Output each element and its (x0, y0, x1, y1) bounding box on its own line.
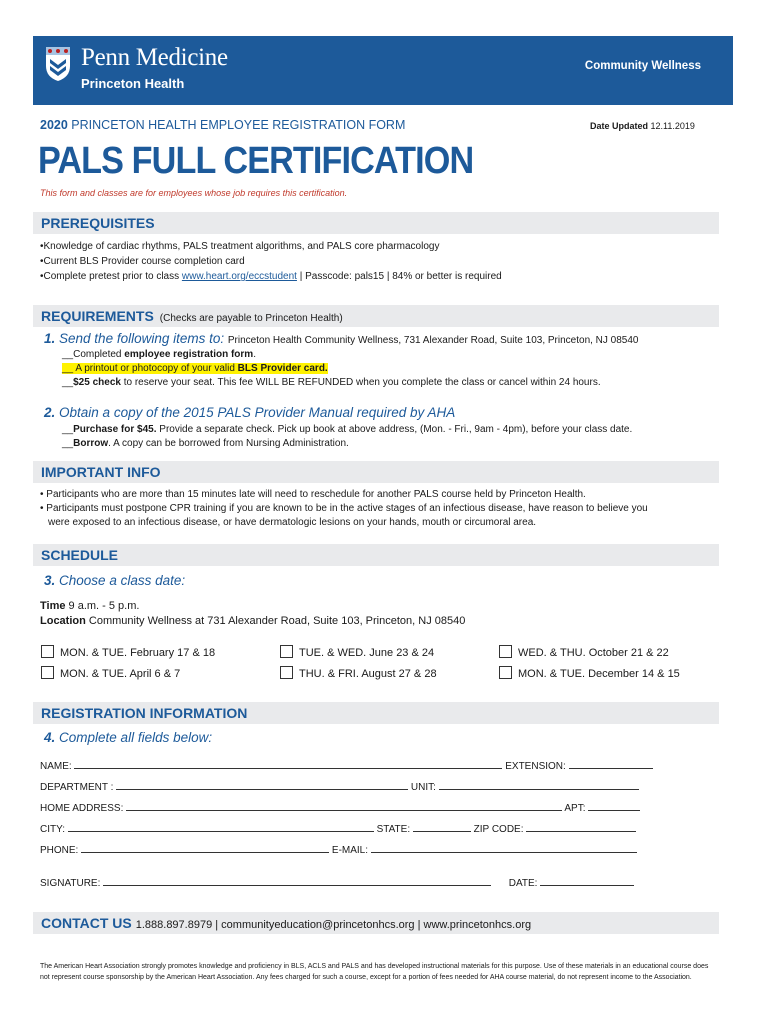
phone-label: PHONE: (40, 845, 79, 856)
step-2-number: 2. (44, 405, 56, 420)
checkbox[interactable] (280, 645, 293, 658)
step-3-number: 3. (44, 573, 56, 588)
class-time (40, 600, 139, 612)
date-option-label: MON. & TUE. April 6 & 7 (60, 668, 181, 680)
requirement-prefix: __ A printout or photocopy of your valid (62, 363, 238, 374)
requirement-bold: employee registration form (124, 349, 254, 360)
checkbox[interactable] (280, 666, 293, 679)
extension-label: EXTENSION: (505, 761, 566, 772)
home-address-field[interactable] (126, 801, 562, 811)
unit-field[interactable] (439, 780, 639, 790)
extension-field[interactable] (569, 759, 653, 769)
home-address-label: HOME ADDRESS: (40, 803, 124, 814)
department-label: DEPARTMENT : (40, 782, 114, 793)
form-title-text: PRINCETON HEALTH EMPLOYEE REGISTRATION FORM (71, 118, 406, 132)
requirement-bold: Borrow (73, 438, 109, 449)
step-4 (44, 730, 212, 745)
header-banner (33, 36, 733, 105)
prerequisites-heading: PREREQUISITES (41, 215, 155, 231)
apt-label: APT: (564, 803, 586, 814)
date-option-label: MON. & TUE. February 17 & 18 (60, 647, 216, 659)
registration-band (33, 702, 719, 724)
city-field[interactable] (68, 822, 374, 832)
brand-subtitle: Princeton Health (81, 76, 185, 91)
contact-details: 1.888.897.8979 | communityeducation@princetonhcs.org | www.princetonhcs.org (135, 919, 532, 931)
brand-name: Penn Medicine (81, 44, 228, 71)
eccstudent-link[interactable]: www.heart.org/eccstudent (181, 271, 297, 282)
step-1-number: 1. (44, 331, 56, 346)
phone-row (40, 843, 637, 856)
email-field[interactable] (371, 843, 637, 853)
time-label: Time (40, 600, 66, 612)
apt-field[interactable] (588, 801, 640, 811)
checkbox[interactable] (499, 666, 512, 679)
department-field[interactable] (116, 780, 408, 790)
department-row (40, 780, 639, 793)
date-label: DATE: (508, 878, 538, 889)
requirement-bold: $25 check (73, 377, 121, 388)
date-updated-value: 12.11.2019 (650, 121, 695, 131)
date-updated-label: Date Updated (590, 121, 649, 131)
date-option[interactable] (280, 645, 434, 659)
step-3-title: Choose a class date: (59, 573, 186, 588)
date-option-label: THU. & FRI. August 27 & 28 (299, 668, 437, 680)
requirement-line (62, 349, 256, 360)
date-option-label: TUE. & WED. June 23 & 24 (299, 647, 435, 659)
date-option[interactable] (280, 666, 437, 680)
requirements-heading (41, 308, 343, 324)
prerequisites-band (33, 212, 719, 234)
requirement-line-highlighted (62, 363, 328, 374)
prerequisite-passcode: | Passcode: pals15 | 84% or better is required (296, 271, 502, 282)
requirements-note: (Checks are payable to Princeton Health) (159, 313, 343, 324)
form-title (40, 118, 405, 132)
name-row (40, 759, 653, 772)
name-field[interactable] (74, 759, 502, 769)
zip-label: ZIP CODE: (473, 824, 524, 835)
signature-field[interactable] (103, 876, 491, 886)
important-info-heading: IMPORTANT INFO (41, 464, 161, 480)
important-item-continued: were exposed to an infectious disease, or have dermatologic lesions on your hands, mouth or circumoral area. (48, 517, 537, 528)
state-label: STATE: (376, 824, 411, 835)
requirement-prefix: __ (62, 424, 74, 435)
requirement-bold: BLS Provider card. (237, 363, 328, 374)
name-label: NAME: (40, 761, 72, 772)
step-4-title: Complete all fields below: (59, 730, 213, 745)
community-wellness-label: Community Wellness (584, 60, 701, 72)
prerequisite-text: •Complete pretest prior to class (40, 271, 182, 282)
signature-row (40, 876, 634, 889)
step-3 (44, 573, 185, 588)
important-item: • Participants who are more than 15 minutes late will need to reschedule for another PALS course held by Princeton Health. (40, 489, 586, 500)
address-row (40, 801, 640, 814)
location-value: Community Wellness at 731 Alexander Road, Suite 103, Princeton, NJ 08540 (85, 615, 466, 627)
email-label: E-MAIL: (331, 845, 369, 856)
prerequisite-item: •Current BLS Provider course completion card (40, 256, 245, 267)
city-label: CITY: (40, 824, 66, 835)
date-option[interactable] (41, 645, 215, 659)
contact-heading (41, 915, 531, 931)
date-option[interactable] (499, 666, 680, 680)
requirements-title: REQUIREMENTS (41, 308, 154, 324)
requirement-suffix: . A copy can be borrowed from Nursing Administration. (108, 438, 349, 449)
date-option-label: MON. & TUE. December 14 & 15 (518, 668, 680, 680)
step-1-title: Send the following items to: (59, 331, 225, 346)
schedule-band (33, 544, 719, 566)
requirement-suffix: to reserve your seat. This fee WILL BE REFUNDED when you complete the class or cancel within 24 hours. (120, 377, 601, 388)
requirement-line (62, 424, 632, 435)
prerequisite-item (40, 271, 502, 282)
date-option[interactable] (499, 645, 669, 659)
eligibility-note: This form and classes are for employees whose job requires this certification. (40, 188, 348, 198)
date-option-label: WED. & THU. October 21 & 22 (518, 647, 669, 659)
checkbox[interactable] (41, 645, 54, 658)
checkbox[interactable] (499, 645, 512, 658)
requirement-bold: Purchase for $45. (73, 424, 157, 435)
important-item: • Participants must postpone CPR training if you are known to be in the active stages of an infectious disease, have reason to believe you (40, 503, 648, 514)
phone-field[interactable] (81, 843, 329, 853)
requirement-prefix: __ (62, 438, 74, 449)
penn-shield-icon (45, 46, 71, 82)
page-title: PALS FULL CERTIFICATION (38, 140, 474, 182)
zip-field[interactable] (526, 822, 636, 832)
requirement-suffix: . (253, 349, 256, 360)
contact-title: CONTACT US (41, 915, 132, 931)
prerequisite-item: •Knowledge of cardiac rhythms, PALS treatment algorithms, and PALS core pharmacology (40, 241, 440, 252)
aha-disclaimer: The American Heart Association strongly promotes knowledge and proficiency in BLS, ACLS and PALS and has developed instructional materials for this purpose. Use of these materials in an educational course does not represent course sponsorship by the American Heart Association. Any fees charged for such a course, except for a portion of fees needed for AHA course material, do not represent income to the Association. (40, 963, 709, 981)
unit-label: UNIT: (410, 782, 436, 793)
signature-label: SIGNATURE: (40, 878, 101, 889)
requirement-suffix: Provide a separate check. Pick up book at above address, (Mon. - Fri., 9am - 4pm), before your class date. (156, 424, 633, 435)
form-year: 2020 (40, 118, 68, 132)
time-value: 9 a.m. - 5 p.m. (65, 600, 140, 612)
step-2-title: Obtain a copy of the 2015 PALS Provider Manual required by AHA (59, 405, 456, 420)
schedule-heading: SCHEDULE (41, 547, 119, 563)
location-label: Location (40, 615, 86, 627)
important-info-band (33, 461, 719, 483)
requirement-line (62, 438, 349, 449)
checkbox[interactable] (41, 666, 54, 679)
city-row (40, 822, 636, 835)
step-1 (44, 331, 639, 346)
registration-heading: REGISTRATION INFORMATION (41, 705, 248, 721)
date-field[interactable] (540, 876, 634, 886)
requirement-prefix: __Completed (62, 349, 125, 360)
class-location (40, 615, 465, 627)
contact-band (33, 912, 719, 934)
requirements-band (33, 305, 719, 327)
step-4-number: 4. (44, 730, 56, 745)
date-option[interactable] (41, 666, 180, 680)
step-2 (44, 405, 455, 420)
state-field[interactable] (413, 822, 471, 832)
step-1-address: Princeton Health Community Wellness, 731 Alexander Road, Suite 103, Princeton, NJ 08540 (227, 335, 639, 346)
date-updated (590, 121, 695, 131)
requirement-prefix: __ (62, 377, 74, 388)
requirement-line (62, 377, 601, 388)
